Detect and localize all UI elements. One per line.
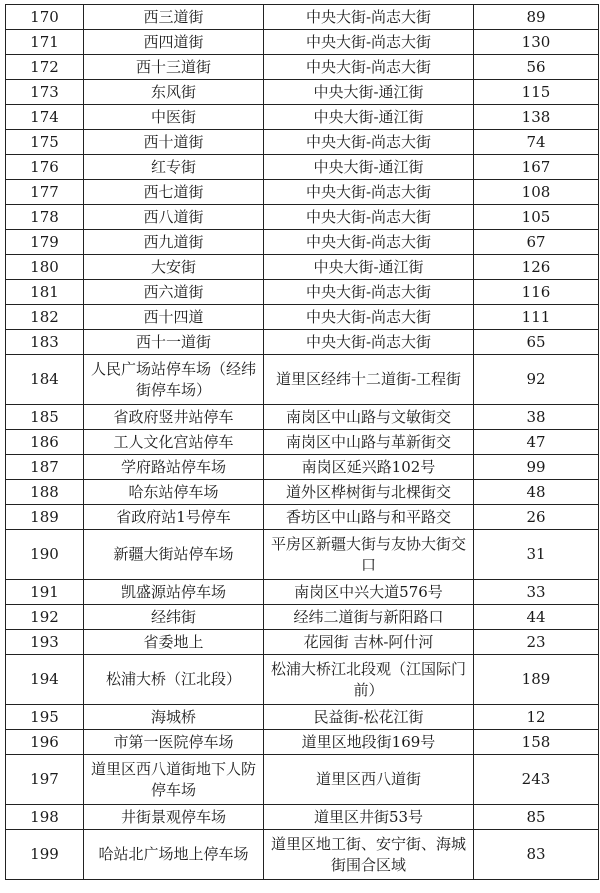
- row-number: 195: [6, 705, 84, 730]
- parking-location: 道里区地工街、安宁街、海城街围合区域: [264, 830, 474, 880]
- table-row: [6, 530, 599, 580]
- parking-spaces: 56: [474, 55, 599, 80]
- row-number: 173: [6, 80, 84, 105]
- parking-name: 人民广场站停车场（经纬街停车场）: [84, 355, 264, 405]
- parking-location: 道里区经纬十二道街-工程街: [264, 355, 474, 405]
- row-number: 192: [6, 605, 84, 630]
- table-row: [6, 505, 599, 530]
- row-number: 188: [6, 480, 84, 505]
- parking-spaces: 115: [474, 80, 599, 105]
- parking-spaces: 67: [474, 230, 599, 255]
- parking-table: [5, 4, 599, 880]
- table-row: [6, 305, 599, 330]
- parking-spaces: 111: [474, 305, 599, 330]
- table-row: [6, 330, 599, 355]
- parking-spaces: 243: [474, 755, 599, 805]
- parking-spaces: 38: [474, 405, 599, 430]
- table-row: [6, 655, 599, 705]
- parking-location: 中央大街-通江街: [264, 255, 474, 280]
- table-row: [6, 480, 599, 505]
- row-number: 198: [6, 805, 84, 830]
- parking-name: 西十一道街: [84, 330, 264, 355]
- parking-name: 凯盛源站停车场: [84, 580, 264, 605]
- table-row: [6, 80, 599, 105]
- table-row: [6, 55, 599, 80]
- row-number: 191: [6, 580, 84, 605]
- parking-spaces: 116: [474, 280, 599, 305]
- parking-spaces: 189: [474, 655, 599, 705]
- table-row: [6, 605, 599, 630]
- row-number: 197: [6, 755, 84, 805]
- parking-location: 中央大街-通江街: [264, 105, 474, 130]
- parking-name: 西三道街: [84, 5, 264, 30]
- parking-location: 松浦大桥江北段观（江国际门前）: [264, 655, 474, 705]
- parking-spaces: 138: [474, 105, 599, 130]
- parking-spaces: 65: [474, 330, 599, 355]
- table-row: [6, 805, 599, 830]
- parking-location: 中央大街-通江街: [264, 155, 474, 180]
- table-row: [6, 455, 599, 480]
- parking-name: 西十四道: [84, 305, 264, 330]
- row-number: 196: [6, 730, 84, 755]
- parking-location: 中央大街-尚志大街: [264, 280, 474, 305]
- parking-location: 中央大街-尚志大街: [264, 305, 474, 330]
- parking-name: 红专街: [84, 155, 264, 180]
- parking-location: 香坊区中山路与和平路交: [264, 505, 474, 530]
- parking-name: 西十三道街: [84, 55, 264, 80]
- parking-name: 西八道街: [84, 205, 264, 230]
- row-number: 172: [6, 55, 84, 80]
- table-row: [6, 180, 599, 205]
- row-number: 193: [6, 630, 84, 655]
- table-row: [6, 155, 599, 180]
- parking-location: 花园街 吉林-阿什河: [264, 630, 474, 655]
- parking-spaces: 12: [474, 705, 599, 730]
- parking-name: 工人文化宫站停车: [84, 430, 264, 455]
- parking-location: 中央大街-尚志大街: [264, 205, 474, 230]
- parking-location: 南岗区中山路与文敏街交: [264, 405, 474, 430]
- parking-location: 中央大街-尚志大街: [264, 130, 474, 155]
- parking-spaces: 130: [474, 30, 599, 55]
- table-row: [6, 580, 599, 605]
- row-number: 176: [6, 155, 84, 180]
- row-number: 174: [6, 105, 84, 130]
- parking-name: 道里区西八道街地下人防停车场: [84, 755, 264, 805]
- parking-name: 省委地上: [84, 630, 264, 655]
- parking-name: 经纬街: [84, 605, 264, 630]
- table-row: [6, 5, 599, 30]
- parking-spaces: 31: [474, 530, 599, 580]
- parking-spaces: 44: [474, 605, 599, 630]
- table-row: [6, 355, 599, 405]
- parking-spaces: 126: [474, 255, 599, 280]
- row-number: 180: [6, 255, 84, 280]
- parking-spaces: 108: [474, 180, 599, 205]
- row-number: 178: [6, 205, 84, 230]
- row-number: 175: [6, 130, 84, 155]
- parking-location: 道里区地段街169号: [264, 730, 474, 755]
- parking-table-body: [6, 5, 599, 880]
- parking-name: 松浦大桥（江北段）: [84, 655, 264, 705]
- parking-location: 中央大街-尚志大街: [264, 180, 474, 205]
- parking-spaces: 85: [474, 805, 599, 830]
- parking-location: 南岗区中兴大道576号: [264, 580, 474, 605]
- parking-name: 西四道街: [84, 30, 264, 55]
- parking-spaces: 89: [474, 5, 599, 30]
- table-row: [6, 255, 599, 280]
- table-row: [6, 630, 599, 655]
- parking-spaces: 99: [474, 455, 599, 480]
- table-row: [6, 205, 599, 230]
- row-number: 177: [6, 180, 84, 205]
- row-number: 179: [6, 230, 84, 255]
- parking-name: 井街景观停车场: [84, 805, 264, 830]
- parking-location: 中央大街-尚志大街: [264, 5, 474, 30]
- parking-name: 学府路站停车场: [84, 455, 264, 480]
- row-number: 170: [6, 5, 84, 30]
- parking-name: 西七道街: [84, 180, 264, 205]
- table-row: [6, 755, 599, 805]
- row-number: 187: [6, 455, 84, 480]
- table-row: [6, 30, 599, 55]
- parking-location: 中央大街-通江街: [264, 80, 474, 105]
- parking-spaces: 26: [474, 505, 599, 530]
- table-row: [6, 705, 599, 730]
- parking-location: 中央大街-尚志大街: [264, 55, 474, 80]
- parking-spaces: 47: [474, 430, 599, 455]
- parking-name: 市第一医院停车场: [84, 730, 264, 755]
- parking-name: 西六道街: [84, 280, 264, 305]
- parking-spaces: 92: [474, 355, 599, 405]
- row-number: 189: [6, 505, 84, 530]
- parking-name: 省政府站1号停车: [84, 505, 264, 530]
- parking-name: 哈站北广场地上停车场: [84, 830, 264, 880]
- table-row: [6, 105, 599, 130]
- row-number: 181: [6, 280, 84, 305]
- row-number: 194: [6, 655, 84, 705]
- table-row: [6, 405, 599, 430]
- table-row: [6, 430, 599, 455]
- parking-name: 西十道街: [84, 130, 264, 155]
- parking-location: 南岗区中山路与革新街交: [264, 430, 474, 455]
- parking-spaces: 23: [474, 630, 599, 655]
- parking-location: 道外区桦树街与北棵街交: [264, 480, 474, 505]
- parking-location: 中央大街-尚志大街: [264, 230, 474, 255]
- table-row: [6, 730, 599, 755]
- parking-name: 西九道街: [84, 230, 264, 255]
- parking-name: 东风街: [84, 80, 264, 105]
- parking-spaces: 158: [474, 730, 599, 755]
- parking-spaces: 83: [474, 830, 599, 880]
- row-number: 199: [6, 830, 84, 880]
- table-row: [6, 830, 599, 880]
- table-row: [6, 130, 599, 155]
- row-number: 185: [6, 405, 84, 430]
- parking-name: 海城桥: [84, 705, 264, 730]
- parking-location: 中央大街-尚志大街: [264, 30, 474, 55]
- table-row: [6, 280, 599, 305]
- parking-name: 中医街: [84, 105, 264, 130]
- parking-location: 道里区井街53号: [264, 805, 474, 830]
- parking-spaces: 167: [474, 155, 599, 180]
- parking-name: 哈东站停车场: [84, 480, 264, 505]
- table-row: [6, 230, 599, 255]
- row-number: 171: [6, 30, 84, 55]
- parking-location: 中央大街-尚志大街: [264, 330, 474, 355]
- parking-location: 经纬二道街与新阳路口: [264, 605, 474, 630]
- row-number: 182: [6, 305, 84, 330]
- parking-spaces: 105: [474, 205, 599, 230]
- parking-location: 南岗区延兴路102号: [264, 455, 474, 480]
- row-number: 190: [6, 530, 84, 580]
- parking-spaces: 74: [474, 130, 599, 155]
- row-number: 183: [6, 330, 84, 355]
- parking-name: 新疆大街站停车场: [84, 530, 264, 580]
- parking-name: 大安街: [84, 255, 264, 280]
- parking-spaces: 48: [474, 480, 599, 505]
- parking-name: 省政府竖井站停车: [84, 405, 264, 430]
- parking-location: 民益街-松花江街: [264, 705, 474, 730]
- parking-location: 道里区西八道街: [264, 755, 474, 805]
- parking-spaces: 33: [474, 580, 599, 605]
- parking-location: 平房区新疆大街与友协大街交口: [264, 530, 474, 580]
- row-number: 184: [6, 355, 84, 405]
- row-number: 186: [6, 430, 84, 455]
